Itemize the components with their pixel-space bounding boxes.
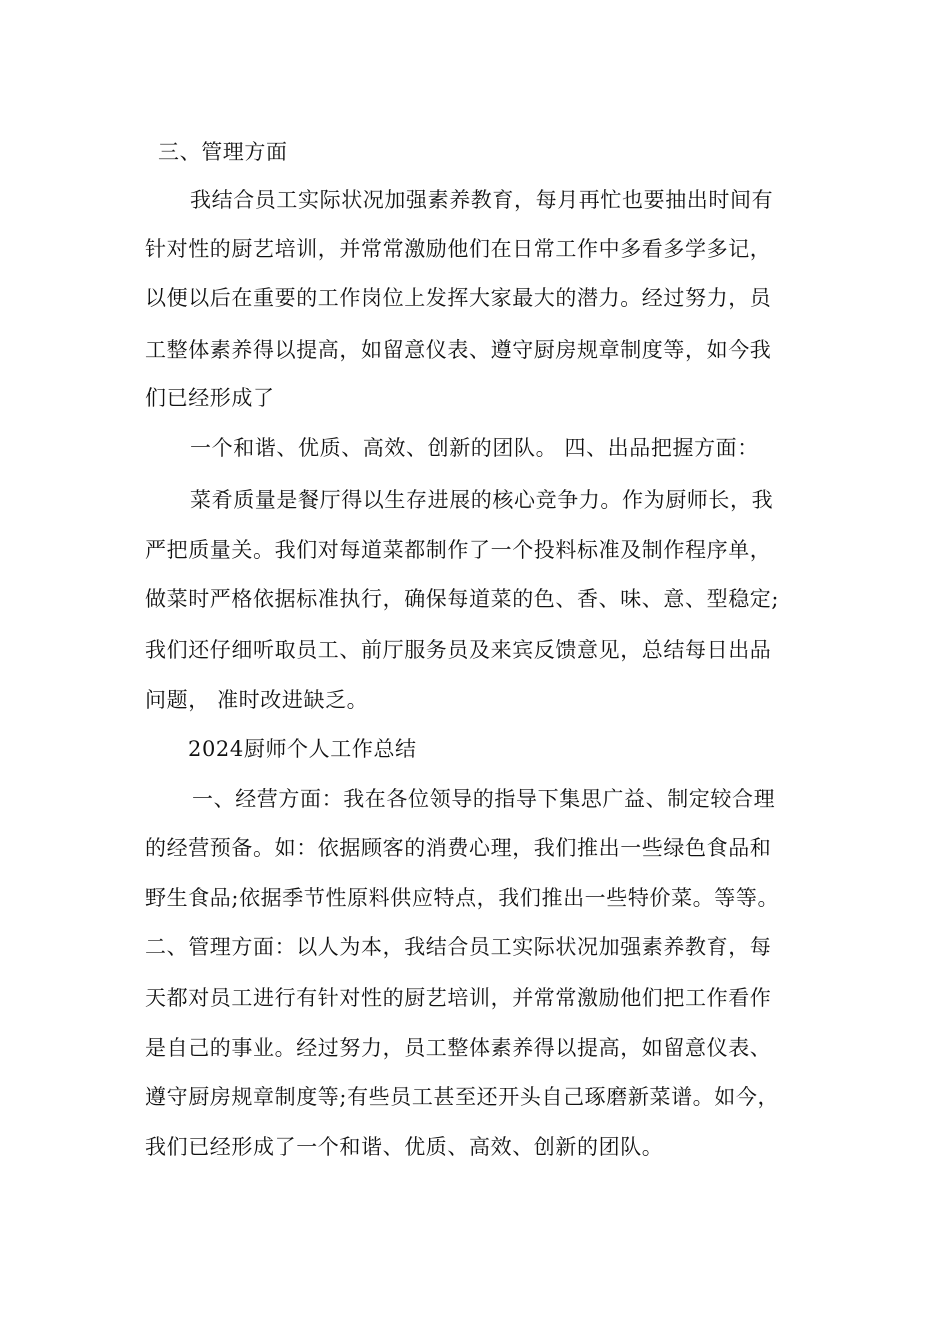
paragraph-line: 严把质量关。我们对每道菜都制作了一个投料标准及制作程序单，: [145, 538, 772, 562]
paragraph-line: 我们还仔细听取员工、前厅服务员及来宾反馈意见，总结每日出品: [145, 638, 772, 662]
paragraph-line: 做菜时严格依据标准执行，确保每道菜的色、香、味、意、型稳定;: [145, 587, 780, 611]
paragraph-line: 针对性的厨艺培训，并常常激励他们在日常工作中多看多学多记，: [145, 237, 772, 261]
paragraph-line: 们已经形成了: [145, 386, 275, 410]
paragraph-line: 一、经营方面：我在各位领导的指导下集思广益、制定较合理: [192, 787, 776, 811]
paragraph-line: 的经营预备。如：依据顾客的消费心理，我们推出一些绿色食品和: [145, 836, 772, 860]
paragraph-line: 遵守厨房规章制度等;有些员工甚至还开头自己琢磨新菜谱。如今，: [145, 1085, 780, 1109]
heading-management: 三、管理方面: [158, 140, 288, 164]
paragraph-line: 菜肴质量是餐厅得以生存进展的核心竞争力。作为厨师长，我: [190, 488, 774, 512]
paragraph-line: 我们已经形成了一个和谐、优质、高效、创新的团队。: [145, 1135, 664, 1159]
paragraph-line: 一个和谐、优质、高效、创新的团队。 四、出品把握方面：: [190, 436, 759, 460]
paragraph-line: 是自己的事业。经过努力，员工整体素养得以提高，如留意仪表、: [145, 1036, 772, 1060]
paragraph-line: 问题， 准时改进缺乏。: [145, 688, 369, 712]
paragraph-line: 我结合员工实际状况加强素养教育，每月再忙也要抽出时间有: [190, 188, 774, 212]
paragraph-line: 工整体素养得以提高，如留意仪表、遵守厨房规章制度等，如今我: [145, 338, 772, 362]
paragraph-line: 天都对员工进行有针对性的厨艺培训，并常常激励他们把工作看作: [145, 986, 772, 1010]
paragraph-line: 野生食品;依据季节性原料供应特点，我们推出一些特价菜。等等。: [145, 886, 780, 910]
paragraph-line: 以便以后在重要的工作岗位上发挥大家最大的潜力。经过努力，员: [145, 286, 772, 310]
paragraph-line: 二、管理方面：以人为本，我结合员工实际状况加强素养教育，每: [145, 935, 772, 959]
section-title: 2024厨师个人工作总结: [188, 737, 417, 761]
